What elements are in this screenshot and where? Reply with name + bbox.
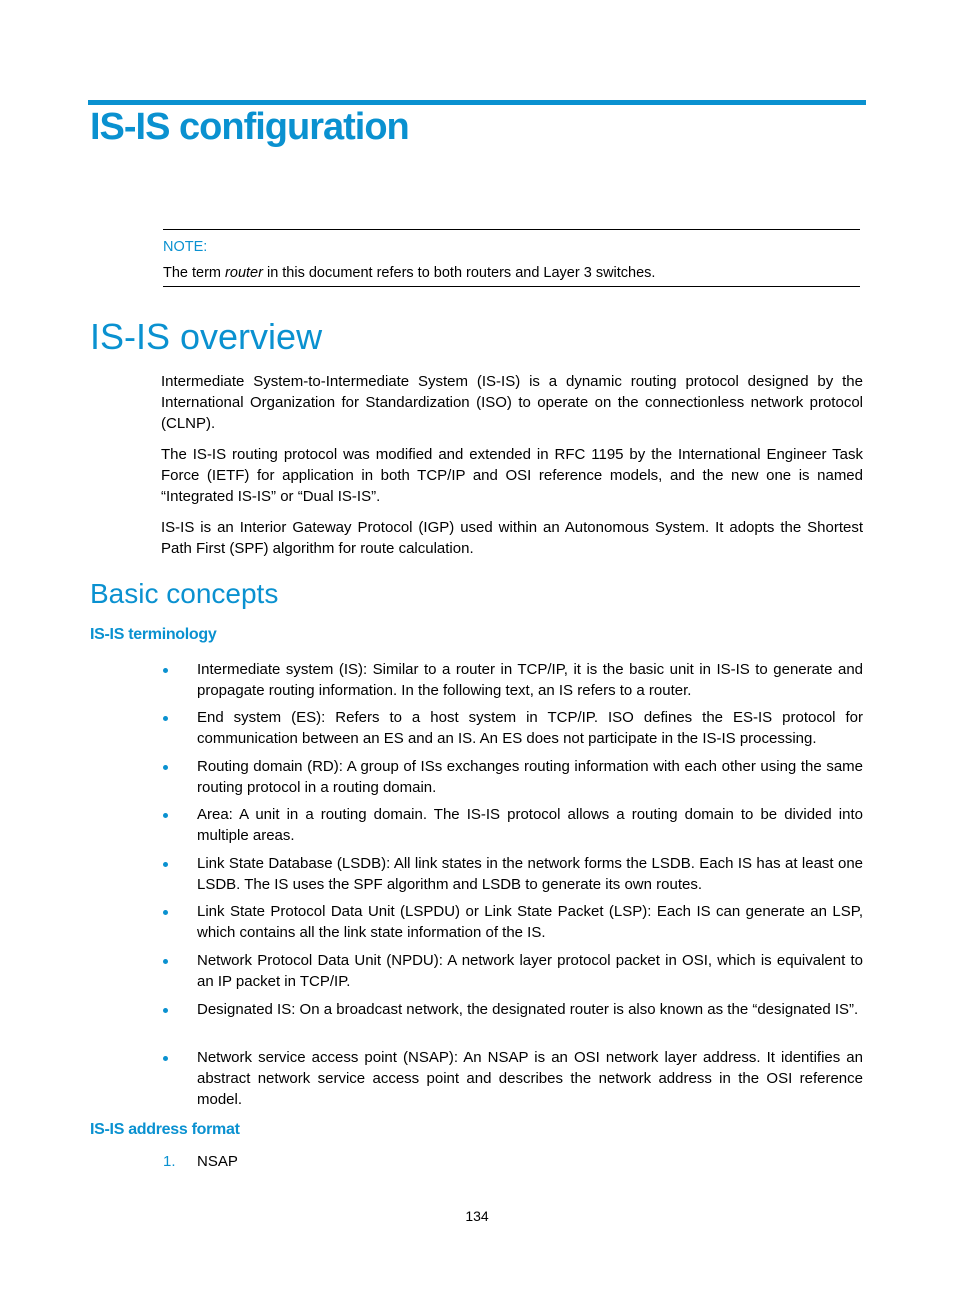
list-item: Network service access point (NSAP): An NSAP is an OSI network layer address. It identifies an abstract network service access point and describes the network address in the OSI reference model.	[197, 1049, 863, 1108]
bullet-icon	[163, 959, 168, 964]
overview-paragraph: Intermediate System-to-Intermediate System (IS-IS) is a dynamic routing protocol designed by the International Organization for Standardization (ISO) to operate on the connectionless network protocol (CLNP).	[161, 373, 863, 432]
list-number: 1.	[163, 1153, 176, 1170]
bullet-icon	[163, 910, 168, 915]
note-text-before: The term	[163, 265, 226, 281]
note-label: NOTE:	[163, 239, 208, 255]
list-item: End system (ES): Refers to a host system in TCP/IP. ISO defines the ES-IS protocol for communication between an ES and an IS. An ES does not participate in the IS-IS processing.	[197, 709, 863, 747]
list-item: Link State Database (LSDB): All link states in the network forms the LSDB. Each IS has at least one LSDB. The IS uses the SPF algorithm and LSDB to generate its own routes.	[197, 855, 863, 893]
list-item: Link State Protocol Data Unit (LSPDU) or Link State Packet (LSP): Each IS can generate an LSP, which contains all the link state information of the IS.	[197, 903, 863, 941]
note-text-italic: router	[225, 265, 263, 281]
chapter-top-rule	[88, 100, 866, 105]
page-number: 134	[465, 1208, 489, 1224]
list-item: Routing domain (RD): A group of ISs exchanges routing information with each other using the same routing protocol in a routing domain.	[197, 758, 863, 796]
bullet-icon	[163, 1008, 168, 1013]
terminology-heading: IS-IS terminology	[90, 626, 217, 643]
list-item: Area: A unit in a routing domain. The IS-IS protocol allows a routing domain to be divided into multiple areas.	[197, 806, 863, 844]
note-text	[163, 265, 655, 281]
list-item: Network Protocol Data Unit (NPDU): A network layer protocol packet in OSI, which is equivalent to an IP packet in TCP/IP.	[197, 952, 863, 990]
bullet-icon	[163, 668, 168, 673]
bullet-icon	[163, 862, 168, 867]
numbered-list-item: NSAP	[197, 1153, 238, 1170]
basic-concepts-heading: Basic concepts	[90, 578, 279, 609]
bullet-icon	[163, 716, 168, 721]
bullet-icon	[163, 813, 168, 818]
bullet-icon	[163, 1056, 168, 1061]
note-box	[163, 229, 860, 287]
note-text-after: in this document refers to both routers and Layer 3 switches.	[262, 265, 656, 281]
address-format-heading: IS-IS address format	[90, 1121, 240, 1138]
overview-paragraph: The IS-IS routing protocol was modified and extended in RFC 1195 by the International Engineer Task Force (IETF) for application in both TCP/IP and OSI reference models, and the new one is named “Integrated IS-IS” or “Dual IS-IS”.	[161, 446, 863, 505]
list-item: Designated IS: On a broadcast network, the designated router is also known as the “designated IS”.	[197, 1001, 859, 1018]
overview-heading: IS-IS overview	[90, 316, 323, 357]
overview-paragraph: IS-IS is an Interior Gateway Protocol (IGP) used within an Autonomous System. It adopts the Shortest Path First (SPF) algorithm for route calculation.	[161, 519, 863, 557]
bullet-icon	[163, 765, 168, 770]
list-item: Intermediate system (IS): Similar to a router in TCP/IP, it is the basic unit in IS-IS to generate and propagate routing information. In the following text, an IS refers to a router.	[197, 661, 863, 699]
chapter-title: IS-IS configuration	[90, 106, 409, 148]
